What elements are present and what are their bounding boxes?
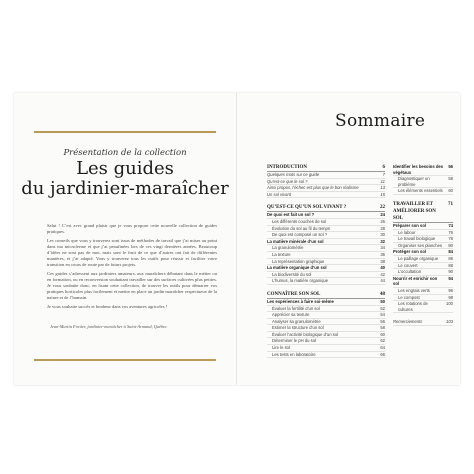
toc-entry-label: Estimer la structure d’un sol [272,325,324,331]
toc-entry [267,232,385,239]
intro-paragraph: Salut ! C’est avec grand plaisir que je vous propose cette nouvelle collection de guides pratiques. [47,223,217,234]
toc-entry [267,226,385,233]
left-page [14,93,237,385]
toc-entry-label: Le compost [398,294,420,300]
toc-entry [267,299,385,306]
toc-entry-label: La texture [272,251,291,257]
toc-entry-label: L’occultation [398,269,422,275]
right-page [237,93,460,385]
title-line-2: du jardinier-maraîcher [21,178,229,199]
toc-entry-page: 30 [380,232,385,238]
toc-entry-label: Évaluer l’activité biologique d’un sol [272,331,339,337]
toc-entry-label: Identifier les besoins des végétaux [393,164,444,175]
toc-entry-label: Nourrir et enrichir son sol [393,275,438,287]
toc-entry-label: QU’EST-CE QU’UN SOL VIVANT ? [267,205,347,211]
toc-entry-label: Les rotations de cultures [398,301,428,312]
toc-entry-label: La granulométrie [272,245,304,251]
intro-text [47,223,217,313]
toc-entry-page: 26 [380,218,385,224]
toc-entry-page: 54 [380,312,385,318]
toc-entry-label: De quoi est composé un sol ? [272,232,328,238]
toc-entry [267,239,385,246]
toc-entry [267,185,385,192]
toc-entry-page: 66 [380,351,385,357]
toc-entry [393,256,453,263]
toc-entry-label: Analyser sa granulométrie [272,318,321,324]
toc-entry-label: Les éléments essentiels [398,188,443,194]
top-rule [34,131,216,133]
toc-entry [393,164,453,176]
intro-paragraph: Ces guides s’adressent aux jardiniers amateurs, aux maraîchers débutant dans le métier ou en formation, ou en reconversion souhaitant travailler sur des surfaces cultivées plus petites. Je vous souhaite donc, en lisant cette collection, de trouver les outils pour démarrer vos pratiques horticoles plus facilement et mettre en place un jardin maraîcher respectueux de la nature et de l’humain. [47,271,217,300]
toc-entry-page: 60 [380,331,385,337]
toc-entry [267,272,385,279]
toc-entry-label: Évolution du sol au fil du temps [272,225,330,231]
toc-entry-page: 96 [448,287,453,293]
toc-entry-page: 58 [380,325,385,331]
toc-entry-page: 88 [448,262,453,268]
toc-entry [267,219,385,226]
toc-entry [393,301,453,313]
toc-entry-page: 44 [380,278,385,284]
toc-entry-label: Qu’est-ce que le sol ? [267,178,308,184]
toc-entry-label: TRAVAILLER ET AMÉLIORER SON SOL [393,201,436,221]
toc-title: Sommaire [335,111,426,131]
toc-entry-page: 103 [446,319,453,325]
toc-entry-page: 7 [382,172,385,177]
toc-entry-page: 60 [448,188,453,194]
toc-entry [267,278,385,285]
toc-entry-label: Protéger son sol [393,249,427,255]
toc-entry-page: 56 [448,164,453,169]
toc-entry [267,352,385,359]
toc-entry [393,263,453,270]
toc-entry [267,332,385,339]
toc-entry-label: L’humus, la matière organique [272,278,329,284]
bottom-rule [34,359,216,361]
toc-entry-page: 90 [448,269,453,275]
toc-entry-page: 71 [448,201,453,207]
intro-paragraph: Je vous souhaite succès et bonheur dans vos aventures agricoles ! [47,304,168,309]
toc-entry-label: Un sol vivant [267,191,291,197]
toc-entry [393,176,453,188]
toc-entry-page: 15 [380,191,385,197]
toc-entry [393,249,453,256]
toc-entry [393,269,453,276]
toc-entry-label: Le paillage organique [398,255,439,261]
toc-entry-page: 58 [448,176,453,182]
toc-entry-label: INTRODUCTION [267,165,308,170]
toc-entry-page: 32 [380,238,385,244]
toc-entry-page: 24 [380,212,385,218]
toc-entry-label: Les expériences à faire soi-même [267,298,334,304]
toc-entry-label: Les différents couches de sol [272,218,327,224]
toc-entry-label: CONNAÎTRE SON SOL [267,291,321,297]
toc-entry-label: Lire le sol [272,345,290,351]
toc-entry-page: 100 [446,301,453,307]
toc-entry-page: 22 [380,205,385,211]
toc-entry [267,306,385,313]
intro-paragraph: Les conseils que vous y trouverez sont issus de méthodes de travail que j’ai mises au point dans ma microferme et que j’ai peaufinées lors de ces vingt dernières années. Beaucoup d’idées ne sont pas de moi, mais sont le fruit de ce que d’autres ont fait de différentes manières, et j’ai adapté. Vous y trouverez tous les outils pour réussir et faciliter votre transition en cours de route par de futurs projets. [47,238,217,267]
toc-entry-label: Diagnostiquer un problème [398,176,430,187]
toc-entry [393,236,453,243]
toc-section-heading [267,204,385,212]
toc-entry-label: Préparer son sol [393,222,427,228]
toc-entry-label: Quelques mots sur ce guide [267,172,320,177]
toc-entry-page: 28 [380,225,385,231]
toc-entry-label: La représentation graphique [272,258,325,264]
toc-entry [267,179,385,186]
toc-entry-page: 40 [380,265,385,271]
toc-entry-label: La matière minérale d’un sol [267,238,324,244]
toc-entry-label: La matière organique d’un sol [267,265,327,271]
author-signature: Jean-Martin Fortier, jardinier-maraîcher à Saint-Armand, Québec [50,324,168,329]
toc-entry-page: 42 [380,271,385,277]
toc-entry [393,223,453,230]
toc-entry [267,345,385,352]
toc-entry-page: 78 [448,236,453,242]
toc-entry-label: Le labour [398,229,416,235]
toc-entry [267,325,385,332]
toc-section-heading [393,201,453,223]
toc-entry [393,276,453,288]
toc-entry-page: 86 [448,255,453,261]
toc-entry [393,188,453,195]
toc-entry-label: Apprécier sa texture [272,312,310,318]
toc-entry-page: 48 [380,291,385,297]
toc-entry [393,295,453,302]
toc-entry-label: Évaluer la fertilité d’un sol [272,305,320,311]
toc-entry-label: Le couvert [398,262,418,268]
book-spread [14,93,460,385]
toc-entry-page: 34 [380,245,385,251]
toc-entry-page: 50 [380,298,385,304]
toc-entry [393,230,453,237]
toc-entry [267,192,385,199]
toc-entry-page: 56 [380,318,385,324]
toc-column-2 [393,164,453,326]
toc-entry [393,243,453,250]
toc-entry-page: 98 [448,294,453,300]
toc-entry [267,259,385,266]
toc-section-heading [267,164,385,172]
toc-entry-label: Le travail biologique [398,236,436,242]
toc-entry [393,319,453,326]
toc-entry [267,172,385,179]
toc-column-1 [267,164,385,358]
toc-entry [393,288,453,295]
toc-entry-label: De quoi est fait un sol ? [267,212,315,218]
title-line-1: Les guides [76,158,174,179]
toc-entry [267,245,385,252]
toc-entry-page: 52 [380,305,385,311]
collection-presentation: Présentation de la collection [63,148,187,158]
toc-entry [267,319,385,326]
toc-entry-page: 13 [380,185,385,191]
toc-entry [267,252,385,259]
toc-entry-page: 64 [380,345,385,351]
toc-entry-label: Ainsi propos, l’échec est plus que le bon réalisme [267,185,359,191]
toc-entry [267,212,385,219]
toc-entry-page: 76 [448,229,453,235]
toc-entry-page: 74 [448,222,453,228]
collection-title [14,159,236,199]
toc-entry-label: Les engrais verts [398,287,430,293]
toc-entry-label: Remerciements [393,319,423,325]
toc-section-heading [267,291,385,299]
toc-entry-page: 11 [380,178,385,184]
toc-entry-label: La biodiversité du sol [272,271,312,277]
toc-entry-page: 80 [448,242,453,248]
toc-entry-page: 36 [380,251,385,257]
toc-entry [267,338,385,345]
toc-entry-label: Les tests en laboratoire [272,351,316,357]
toc-entry [267,265,385,272]
toc-entry-page: 62 [380,338,385,344]
toc-entry-page: 94 [448,275,453,281]
toc-entry-page: 84 [448,249,453,255]
toc-entry [267,312,385,319]
toc-entry-page: 38 [380,258,385,264]
toc-entry-label: Organiser ses planches [398,242,442,248]
toc-entry-label: Déterminer le pH du sol [272,338,316,344]
toc-entry-page: 6 [382,165,385,170]
